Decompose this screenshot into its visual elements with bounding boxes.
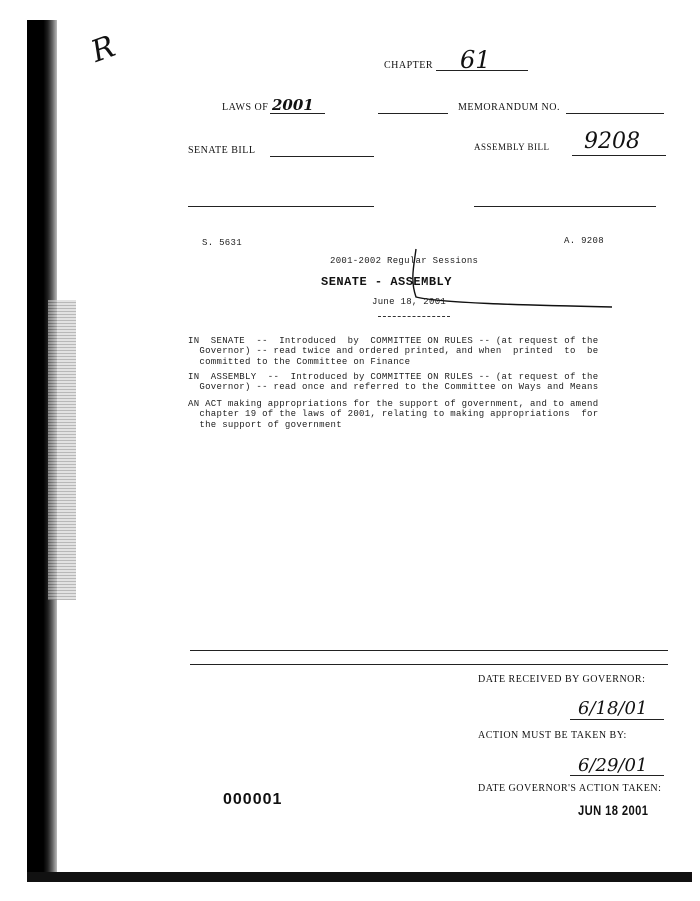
date-underline (378, 316, 450, 317)
laws-of-label: LAWS OF (222, 102, 269, 113)
laws-of-blank-line (378, 113, 448, 114)
footer-rule-2 (190, 664, 668, 665)
laws-of-underline (270, 113, 325, 114)
action-taken-label: DATE GOVERNOR'S ACTION TAKEN: (478, 783, 662, 794)
senate-intro-line: IN SENATE -- Introduced by COMMITTEE ON RULES -- (at request of the (188, 335, 599, 346)
assembly-intro-line: IN ASSEMBLY -- Introduced by COMMITTEE ON RULES -- (at request of the (188, 371, 599, 382)
assembly-bill-label: ASSEMBLY BILL (474, 142, 550, 152)
action-by-label: ACTION MUST BE TAKEN BY: (478, 730, 627, 741)
chapter-value: 61 (460, 46, 491, 74)
memorandum-underline (566, 113, 664, 114)
senate-bill-label: SENATE BILL (188, 145, 256, 156)
act-line: chapter 19 of the laws of 2001, relating to making appropriations for (188, 409, 599, 419)
bill-date: June 18, 2001 (372, 297, 447, 307)
footer-rule-1 (190, 650, 668, 651)
houses-assembly: ASSEMBLY (390, 275, 452, 289)
assembly-bill-value: 9208 (584, 129, 640, 154)
action-taken-stamp: JUN 18 2001 (578, 802, 649, 818)
act-line: the support of government (188, 419, 342, 430)
scan-edge-speckle (48, 300, 76, 600)
date-received-underline (570, 719, 664, 720)
chapter-underline (436, 70, 528, 71)
blank-line-right (474, 206, 656, 207)
act-line: AN ACT making appropriations for the support of government, and to amend (188, 398, 599, 409)
senate-intro-line: committed to the Committee on Finance (188, 356, 411, 367)
senate-bill-number: S. 5631 (202, 238, 242, 248)
blank-line-left (188, 206, 374, 207)
action-by-underline (570, 775, 664, 776)
senate-bill-underline (270, 156, 374, 157)
act-paragraph (188, 388, 636, 441)
houses-senate: SENATE (321, 275, 368, 289)
action-by-value: 6/29/01 (578, 755, 648, 776)
assembly-intro-line: Governor) -- read once and referred to the Committee on Ways and Means (188, 382, 599, 392)
scan-bottom-bar (27, 872, 692, 882)
date-received-value: 6/18/01 (578, 698, 648, 719)
document-number: 000001 (223, 791, 283, 808)
session-title: 2001-2002 Regular Sessions (330, 256, 479, 266)
corner-handwritten-mark: R (86, 29, 120, 70)
assembly-bill-number: A. 9208 (564, 236, 604, 246)
memorandum-label: MEMORANDUM NO. (458, 102, 561, 113)
houses-dash: - (374, 275, 383, 289)
assembly-bill-underline (572, 155, 666, 156)
laws-of-value: 2001 (272, 96, 314, 114)
chapter-label: CHAPTER (384, 60, 434, 71)
senate-intro-line: Governor) -- read twice and ordered printed, and when printed to be (188, 346, 599, 356)
date-received-label: DATE RECEIVED BY GOVERNOR: (478, 674, 646, 685)
